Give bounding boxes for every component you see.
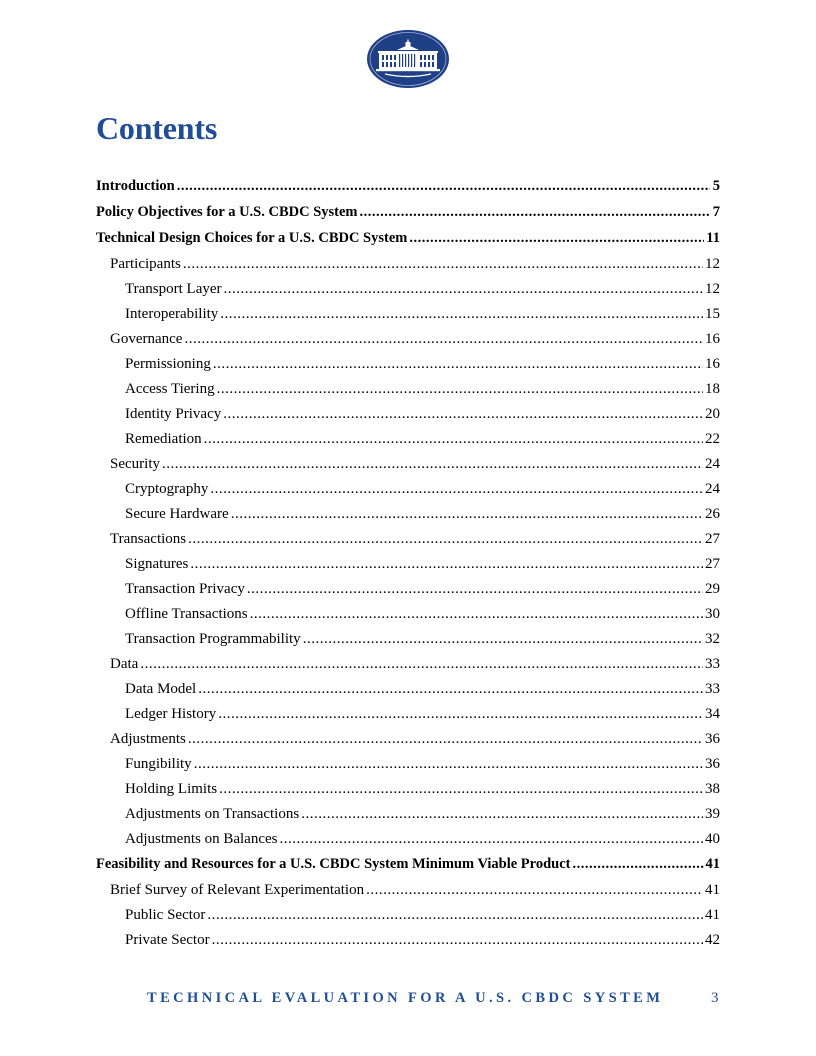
toc-entry[interactable] [96,176,720,201]
toc-entry[interactable] [96,629,720,654]
toc-entry[interactable] [96,704,720,729]
page-number: 3 [711,990,719,1006]
toc-entry[interactable] [96,429,720,454]
toc-entry-title[interactable]: Adjustments [110,731,186,747]
toc-entry-title[interactable]: Secure Hardware [125,506,229,522]
toc-dot-leader [162,454,703,474]
toc-entry[interactable] [96,854,720,879]
toc-dot-leader [572,854,703,874]
toc-entry-title[interactable]: Permissioning [125,356,211,372]
toc-dot-leader [213,354,703,374]
toc-dot-leader [194,754,703,774]
toc-entry-page[interactable]: 5 [712,178,720,194]
toc-entry-title[interactable]: Data Model [125,681,197,697]
white-house-seal-icon [367,30,449,88]
toc-entry[interactable] [96,579,720,604]
toc-entry[interactable] [96,604,720,629]
toc-entry-page[interactable]: 12 [705,281,720,297]
toc-entry[interactable] [96,479,720,504]
toc-entry[interactable] [96,779,720,804]
toc-dot-leader [177,176,710,196]
toc-entry[interactable] [96,504,720,529]
toc-entry[interactable] [96,254,720,279]
toc-dot-leader [188,529,703,549]
toc-entry-page[interactable]: 27 [705,531,720,547]
toc-entry-title[interactable]: Policy Objectives for a U.S. CBDC System [96,204,358,220]
toc-entry-title[interactable]: Offline Transactions [125,606,248,622]
toc-entry[interactable] [96,880,720,905]
toc-entry-title[interactable]: Signatures [125,556,189,572]
toc-entry-page[interactable]: 22 [705,431,720,447]
toc-entry-title[interactable]: Ledger History [125,706,217,722]
toc-entry-page[interactable]: 16 [705,331,720,347]
toc-dot-leader [207,905,703,925]
toc-dot-leader [217,379,703,399]
toc-entry-page[interactable]: 36 [705,731,720,747]
toc-entry-title[interactable]: Holding Limits [125,781,218,797]
toc-dot-leader [188,729,703,749]
toc-dot-leader [184,329,703,349]
toc-entry[interactable] [96,529,720,554]
toc-entry[interactable] [96,279,720,304]
toc-dot-leader [220,304,703,324]
toc-entry-title[interactable]: Feasibility and Resources for a U.S. CBDC System Minimum Viable Product [96,856,571,872]
toc-dot-leader [223,404,703,424]
toc-dot-leader [250,604,703,624]
toc-dot-leader [218,704,703,724]
toc-entry[interactable] [96,829,720,854]
toc-dot-leader [190,554,703,574]
toc-entry-page[interactable]: 26 [705,506,720,522]
toc-entry[interactable] [96,679,720,704]
toc-entry[interactable] [96,379,720,404]
toc-entry[interactable] [96,304,720,329]
toc-dot-leader [210,479,703,499]
toc-entry[interactable] [96,754,720,779]
toc-entry-page[interactable]: 40 [705,831,720,847]
toc-dot-leader [204,429,703,449]
toc-entry-page[interactable]: 34 [705,706,720,722]
running-footer: TECHNICAL EVALUATION FOR A U.S. CBDC SYSTEM [147,990,664,1006]
toc-entry[interactable] [96,354,720,379]
toc-entry-page[interactable]: 7 [712,204,720,220]
toc-entry-title[interactable]: Introduction [96,178,175,194]
toc-dot-leader [366,880,703,900]
toc-entry-page[interactable]: 33 [705,656,720,672]
toc-entry-title[interactable]: Participants [110,256,181,272]
toc-entry[interactable] [96,228,720,253]
toc-entry-page[interactable]: 32 [705,631,720,647]
toc-entry[interactable] [96,729,720,754]
toc-entry-title[interactable]: Security [110,456,160,472]
toc-dot-leader [212,930,703,950]
toc-entry-title[interactable]: Remediation [125,431,202,447]
toc-dot-leader [183,254,703,274]
toc-entry-page[interactable]: 24 [705,481,720,497]
toc-dot-leader [360,202,710,222]
toc-entry[interactable] [96,329,720,354]
toc-entry-title[interactable]: Access Tiering [125,381,215,397]
toc-entry-page[interactable]: 41 [705,856,720,872]
toc-entry-page[interactable]: 39 [705,806,720,822]
toc-entry-title[interactable]: Transaction Programmability [125,631,301,647]
toc-entry-page[interactable]: 18 [705,381,720,397]
toc-entry-page[interactable]: 41 [705,907,720,923]
toc-entry-title[interactable]: Public Sector [125,907,206,923]
toc-entry-title[interactable]: Cryptography [125,481,209,497]
toc-entry-page[interactable]: 24 [705,456,720,472]
toc-entry[interactable] [96,404,720,429]
toc-entry-page[interactable]: 33 [705,681,720,697]
toc-entry-page[interactable]: 29 [705,581,720,597]
toc-entry-title[interactable]: Technical Design Choices for a U.S. CBDC System [96,230,408,246]
toc-entry-page[interactable]: 42 [705,932,720,948]
toc-entry[interactable] [96,654,720,679]
toc-entry-title[interactable]: Data [110,656,139,672]
toc-entry-title[interactable]: Adjustments on Transactions [125,806,300,822]
toc-entry[interactable] [96,804,720,829]
toc-entry-page[interactable]: 36 [705,756,720,772]
toc-entry[interactable] [96,454,720,479]
toc-entry-page[interactable]: 30 [705,606,720,622]
toc-dot-leader [301,804,703,824]
toc-entry[interactable] [96,930,720,955]
toc-entry-page[interactable]: 12 [705,256,720,272]
toc-entry-page[interactable]: 20 [705,406,720,422]
toc-entry-page[interactable]: 11 [706,230,720,246]
toc-dot-leader [140,654,703,674]
toc-entry-page[interactable]: 27 [705,556,720,572]
toc-entry-title[interactable]: Brief Survey of Relevant Experimentation [110,882,365,898]
toc-dot-leader [224,279,703,299]
toc-entry-title[interactable]: Fungibility [125,756,192,772]
toc-entry[interactable] [96,202,720,227]
toc-entry-title[interactable]: Identity Privacy [125,406,222,422]
toc-entry-title[interactable]: Transaction Privacy [125,581,245,597]
toc-entry-title[interactable]: Interoperability [125,306,219,322]
toc-dot-leader [247,579,703,599]
toc-dot-leader [198,679,703,699]
toc-entry-title[interactable]: Governance [110,331,183,347]
page-title: Contents [96,110,218,146]
toc-dot-leader [219,779,703,799]
toc-dot-leader [409,228,704,248]
toc-entry-page[interactable]: 41 [705,882,720,898]
toc-entry-page[interactable]: 16 [705,356,720,372]
toc-entry-title[interactable]: Transport Layer [125,281,222,297]
toc-entry-title[interactable]: Private Sector [125,932,210,948]
toc-entry[interactable] [96,554,720,579]
toc-entry-title[interactable]: Transactions [110,531,187,547]
toc-entry[interactable] [96,905,720,930]
toc-entry-page[interactable]: 38 [705,781,720,797]
toc-dot-leader [303,629,703,649]
toc-dot-leader [231,504,703,524]
toc-entry-title[interactable]: Adjustments on Balances [125,831,278,847]
table-of-contents [96,176,720,955]
toc-dot-leader [279,829,703,849]
toc-entry-page[interactable]: 15 [705,306,720,322]
